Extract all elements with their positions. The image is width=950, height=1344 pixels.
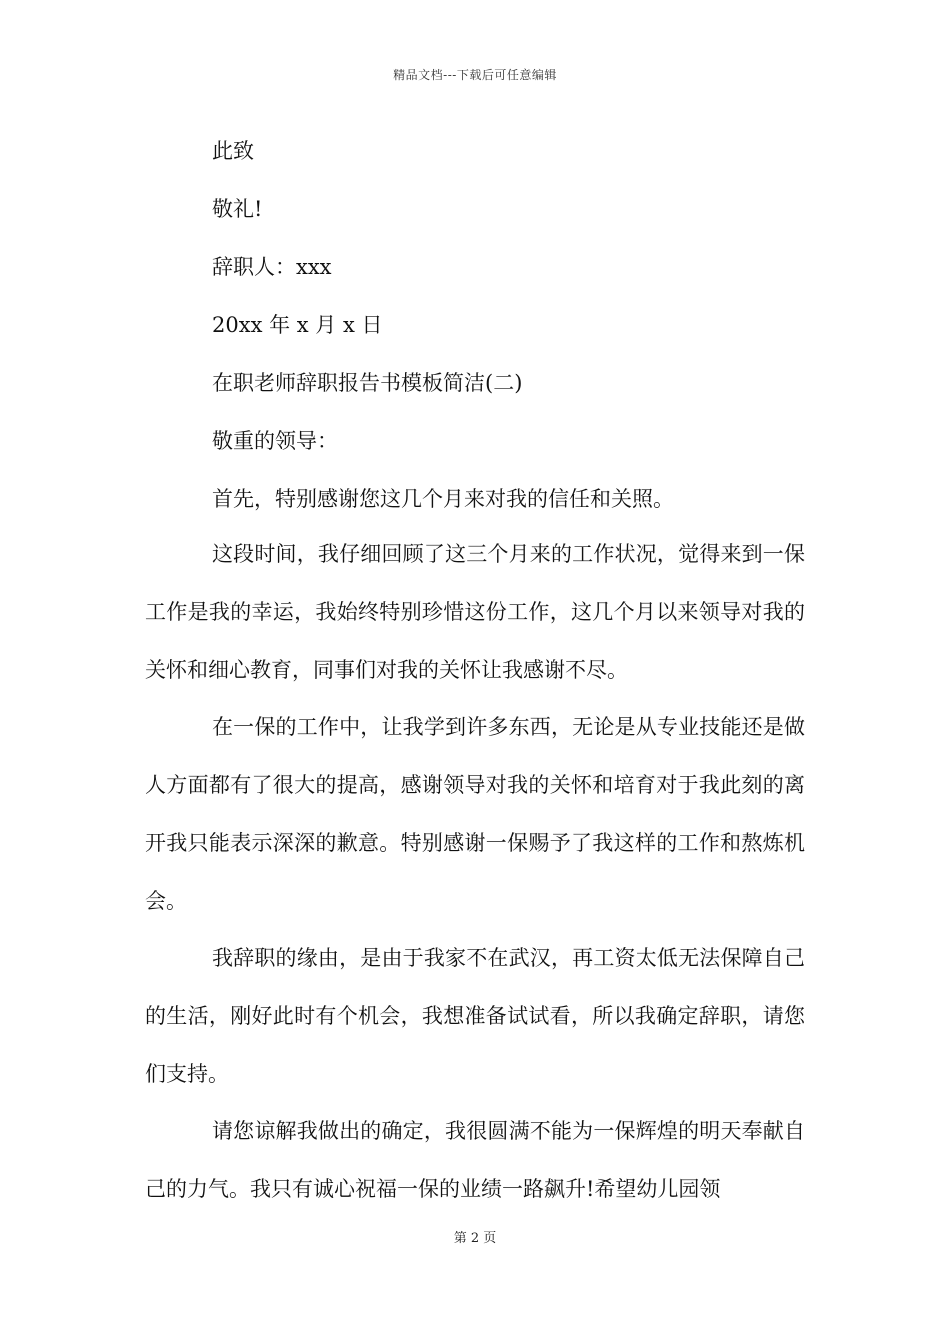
page-number: 第 2 页 <box>453 1231 497 1246</box>
date-line: 20xx 年 x 月 x 日 <box>212 313 383 337</box>
closing-line-1: 此致 <box>212 139 254 163</box>
paragraph-3: 在一保的工作中，让我学到许多东西，无论是从专业技能还是做人方面都有了很大的提高，感谢领导对我的关怀和培育对于我此刻的离开我只能表示深深的歉意。特别感谢一保赐予了我这样的工作和熬炼机会。 <box>145 715 805 913</box>
paragraph-5: 请您谅解我做出的确定，我很圆满不能为一保辉煌的明天奉献自己的力气。我只有诚心祝福一保的业绩一路飙升!希望幼儿园领 <box>145 1119 805 1201</box>
page-header: 精品文档---下载后可任意编辑 <box>393 68 557 82</box>
paragraph-1: 首先，特别感谢您这几个月来对我的信任和关照。 <box>212 487 674 511</box>
signer-line: 辞职人：xxx <box>212 255 332 279</box>
paragraph-2: 这段时间，我仔细回顾了这三个月来的工作状况，觉得来到一保工作是我的幸运，我始终特别珍惜这份工作，这几个月以来领导对我的关怀和细心教育，同事们对我的关怀让我感谢不尽。 <box>145 542 805 682</box>
document-title: 在职老师辞职报告书模板简洁(二) <box>212 371 523 395</box>
closing-line-2: 敬礼! <box>212 197 263 221</box>
paragraph-4: 我辞职的缘由，是由于我家不在武汉，再工资太低无法保障自己的生活，刚好此时有个机会，我想准备试试看，所以我确定辞职，请您们支持。 <box>145 946 805 1086</box>
salutation: 敬重的领导： <box>212 429 338 453</box>
